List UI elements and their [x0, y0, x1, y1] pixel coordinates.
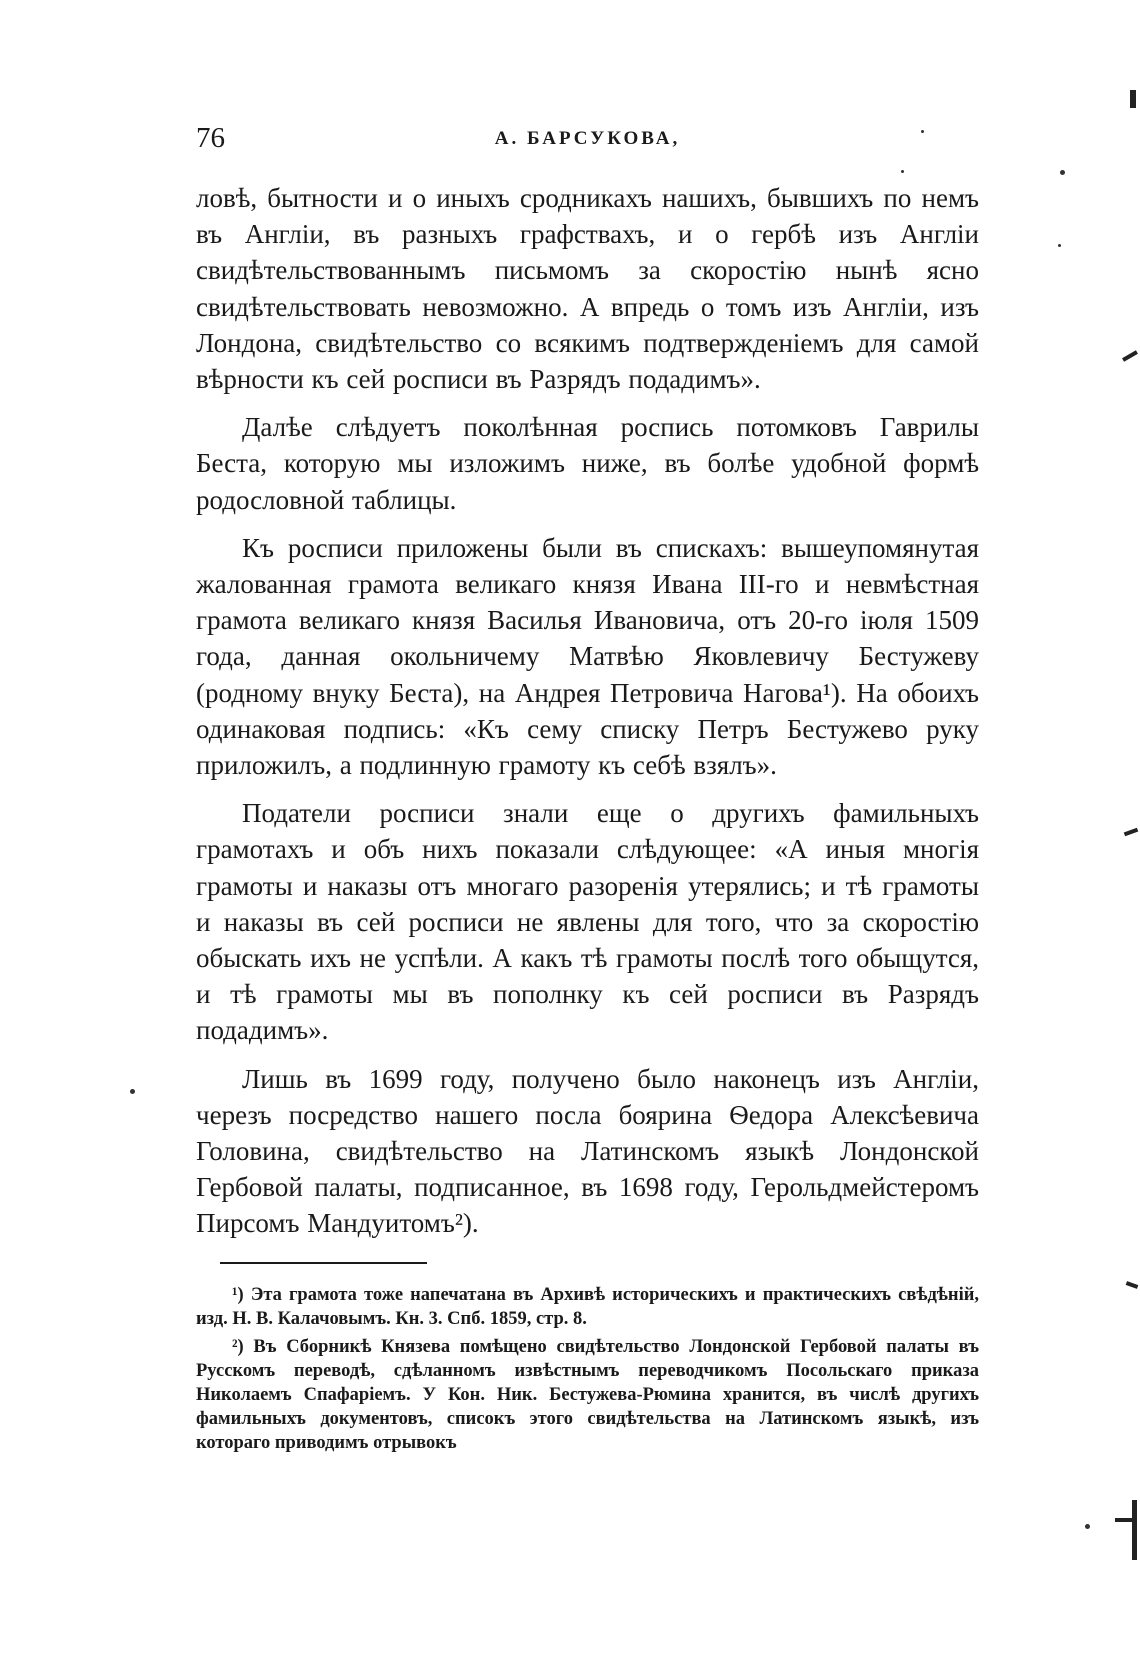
running-title: А. БАРСУКОВА, [494, 128, 681, 149]
footnote-1: ¹) Эта грамота тоже напечатана въ Архивѣ историческихъ и практическихъ свѣдѣній, изд. Н. В. Калачовымъ. Кн. 3. Спб. 1859, стр. 8. [196, 1285, 979, 1329]
footnotes [196, 1283, 979, 1459]
footnote-divider [220, 1262, 427, 1264]
paragraph: Лишь въ 1699 году, получено было наконецъ изъ Англіи, черезъ посредство нашего посла боярина Ѳедора Алексѣевича Головина, свидѣтельство на Латинскомъ языкѣ Лондонской Гербовой палаты, подписанное, въ 1698 году, Герольдмейстеромъ Пирсомъ Мандуитомъ²). [196, 1063, 979, 1239]
page-number: 76 [196, 122, 225, 154]
scan-mark [1126, 1281, 1139, 1289]
paragraph: Далѣе слѣдуетъ поколѣнная роспись потомковъ Гаврилы Беста, которую мы изложимъ ниже, въ болѣе удобной формѣ родословной таблицы. [196, 412, 979, 515]
paragraph-continuation: ловѣ, бытности и о иныхъ сродникахъ нашихъ, бывшихъ по немъ въ Англіи, въ разныхъ графствахъ, и о гербѣ изъ Англіи свидѣтельствованнымъ письмомъ за скоростію нынѣ ясно свидѣтельствовать невозможно. А впредь о томъ изъ Англіи, изъ Лондона, свидѣтельство со всякимъ подтвержденіемъ для самой вѣрности къ сей росписи въ Разрядъ подадимъ». [196, 183, 979, 395]
scan-mark [1132, 1500, 1137, 1560]
scan-speck [1085, 1524, 1090, 1529]
body-text [196, 180, 979, 1254]
footnote-2: ²) Въ Сборникѣ Князева помѣщено свидѣтельство Лондонской Гербовой палаты въ Русскомъ переводѣ, сдѣланномъ извѣстнымъ переводчикомъ Посольскаго приказа Николаемъ Спафаріемъ. У Кон. Ник. Бестужева-Рюмина хранится, въ числѣ другихъ фамильныхъ документовъ, списокъ этого свидѣтельства на Латинскомъ языкѣ, изъ котораго приводимъ отрывокъ [196, 1337, 979, 1453]
paragraph: Податели росписи знали еще о другихъ фамильныхъ грамотахъ и объ нихъ показали слѣдующее: «А иныя многія грамоты и наказы отъ многаго разоренія утерялись; и тѣ грамоты и наказы въ сей росписи не явлены для того, что за скоростію обыскать ихъ не успѣли. А какъ тѣ грамоты послѣ того обыщутся, и тѣ грамоты мы въ пополнку къ сей росписи въ Разрядъ подадимъ». [196, 798, 979, 1046]
page-header [196, 122, 979, 162]
scan-speck [1060, 170, 1065, 175]
scan-speck [1058, 244, 1061, 247]
scan-mark [1124, 828, 1139, 837]
scan-mark [1130, 90, 1136, 108]
scan-speck [130, 1089, 135, 1094]
scan-speck [901, 170, 904, 173]
scan-mark [1115, 1518, 1133, 1522]
paragraph: Къ росписи приложены были въ спискахъ: вышеупомянутая жалованная грамота великаго князя Ивана III-го и невмѣстная грамота великаго князя Василья Ивановича, отъ 20-го іюля 1509 года, данная окольничему Матвѣю Яковлевичу Бестужеву (родному внуку Беста), на Андрея Петровича Нагова¹). На обоихъ одинаковая подпись: «Къ сему списку Петръ Бестужево руку приложилъ, а подлинную грамоту къ себѣ взялъ». [196, 532, 979, 781]
scan-mark [1122, 350, 1138, 361]
scan-speck [921, 130, 924, 133]
